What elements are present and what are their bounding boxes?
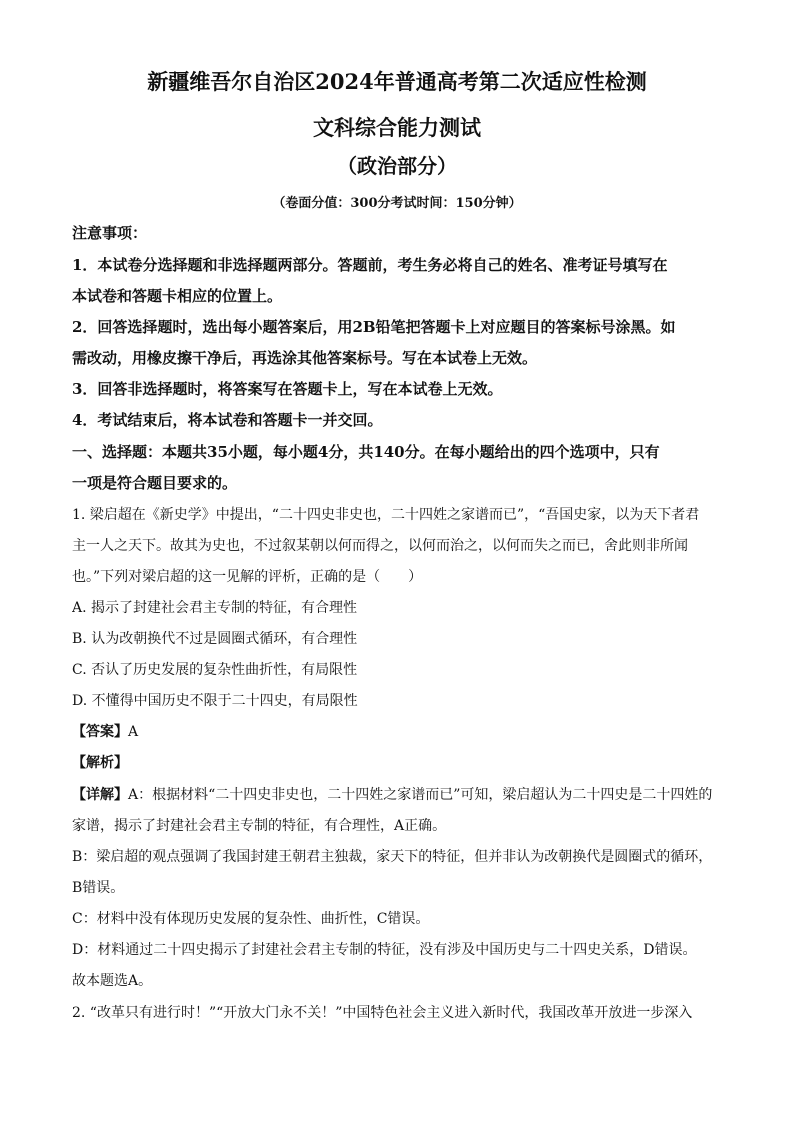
exam-subject: 文科综合能力测试: [313, 115, 481, 140]
exam-title: 新疆维吾尔自治区2024年普通高考第二次适应性检测: [147, 69, 647, 94]
answer-label: 答案: [86, 724, 114, 740]
q1-b-line-2: B错误。: [72, 880, 125, 896]
detail-label: 详解: [86, 787, 114, 803]
notes-item-1-line-2: 本试卷和答题卡相应的位置上。: [72, 287, 283, 305]
section-1-line-1: 一、选择题：本题共35小题，每小题4分，共140分。在每小题给出的四个选项中，只有: [72, 443, 660, 461]
q1-analysis-heading: 【解析】: [72, 755, 128, 771]
exam-part: （政治部分）: [337, 154, 457, 178]
detail-text: A：根据材料“二十四史非史也，二十四姓之家谱而已”可知，梁启超认为二十四史是二十四姓的: [128, 787, 713, 803]
q1-b-line-1: B：梁启超的观点强调了我国封建王朝君主独裁，家天下的特征，但并非认为改朝换代是圆圈式的循环，: [72, 849, 713, 865]
q1-d-line: D：材料通过二十四史揭示了封建社会君主专制的特征，没有涉及中国历史与二十四史关系，D错误。: [72, 942, 697, 958]
q1-stem-line-2: 主一人之天下。故其为史也，不过叙某朝以何而得之，以何而治之，以何而失之而已，舍此则非所闻: [72, 538, 688, 554]
notes-item-3: 3．回答非选择题时，将答案写在答题卡上，写在本试卷上无效。: [72, 380, 503, 398]
notes-item-2-line-2: 需改动，用橡皮擦干净后，再选涂其他答案标号。写在本试卷上无效。: [72, 349, 538, 367]
q1-option-a: A. 揭示了封建社会君主专制的特征，有合理性: [72, 600, 358, 616]
q1-conclusion: 故本题选A。: [72, 973, 153, 989]
q1-stem-line-1: 1. 梁启超在《新史学》中提出，“二十四史非史也，二十四姓之家谱而已”，“吾国史家，以为天下者君: [72, 507, 700, 523]
section-1-line-2: 一项是符合题目要求的。: [72, 474, 238, 492]
q1-option-c: C. 否认了历史发展的复杂性曲折性，有局限性: [72, 662, 358, 678]
q1-detail-line-1: 【详解】A：根据材料“二十四史非史也，二十四姓之家谱而已”可知，梁启超认为二十四史是二十四姓的: [72, 787, 713, 803]
q1-option-d: D. 不懂得中国历史不限于二十四史，有局限性: [72, 693, 358, 709]
notes-item-4: 4．考试结束后，将本试卷和答题卡一并交回。: [72, 411, 383, 429]
notes-item-1-line-1: 1．本试卷分选择题和非选择题两部分。答题前，考生务必将自己的姓名、准考证号填写在: [72, 256, 668, 274]
q1-stem-line-3: 也。”下列对梁启超的这一见解的评析，正确的是（ ）: [72, 569, 423, 585]
answer-value: A: [128, 724, 139, 740]
q1-answer: 【答案】A: [72, 724, 139, 740]
exam-score-time: （卷面分值：300分考试时间：150分钟）: [272, 196, 522, 211]
notes-heading: 注意事项：: [72, 224, 148, 242]
analysis-label: 解析: [86, 755, 114, 771]
q2-stem-line-1: 2. “改革只有进行时！”“开放大门永不关！”中国特色社会主义进入新时代，我国改革开放进一步深入: [72, 1005, 693, 1021]
notes-item-2-line-1: 2．回答选择题时，选出每小题答案后，用2B铅笔把答题卡上对应题目的答案标号涂黑。如: [72, 318, 676, 336]
q1-c-line: C：材料中没有体现历史发展的复杂性、曲折性，C错误。: [72, 911, 430, 927]
q1-option-b: B. 认为改朝换代不过是圆圈式循环，有合理性: [72, 631, 358, 647]
q1-detail-line-2: 家谱，揭示了封建社会君主专制的特征，有合理性，A正确。: [72, 818, 447, 834]
